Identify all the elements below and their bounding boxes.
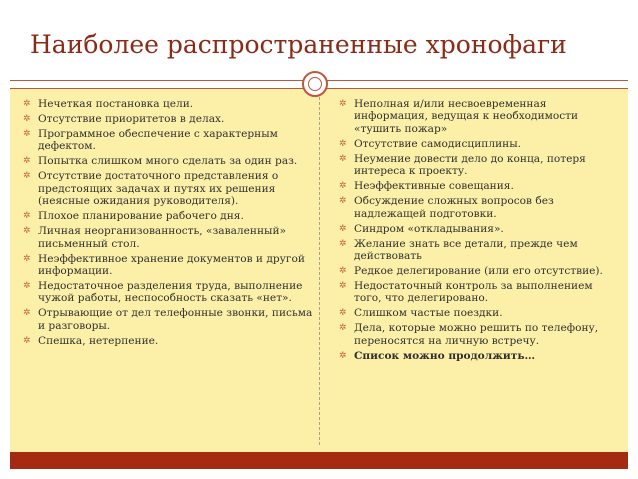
list-item-text: Спешка, нетерпение. (38, 334, 159, 347)
title-circle-inner (308, 77, 322, 91)
list-item (22, 128, 314, 153)
bullet-icon: ✲ (23, 171, 31, 182)
bullet-icon: ✲ (23, 114, 31, 124)
list-item (338, 180, 620, 192)
list-item (22, 155, 314, 167)
list-item (22, 307, 314, 332)
list-item (338, 138, 620, 150)
list-item (338, 98, 620, 135)
title-area (0, 0, 638, 80)
bullet-icon: ✲ (339, 238, 347, 249)
bullet-icon: ✲ (23, 99, 31, 109)
bullet-icon: ✲ (23, 335, 31, 346)
bullet-icon: ✲ (339, 181, 347, 192)
list-item (338, 350, 620, 362)
list-item (338, 195, 620, 220)
list-item-text: Отсутствие самодисциплины. (354, 137, 521, 150)
list-item (22, 210, 314, 222)
list-item-text: Неэффективное хранение документов и другой информации. (38, 252, 305, 278)
footer-bar (10, 452, 628, 469)
list-item (338, 238, 620, 263)
bullet-icon: ✲ (23, 308, 31, 319)
list-item (22, 253, 314, 278)
bullet-icon: ✲ (339, 266, 347, 277)
list-item (338, 280, 620, 305)
list-item-text: Личная неорганизованность, «заваленный» письменный стол. (38, 225, 286, 250)
list-item-text: Желание знать все детали, прежде чем действовать (354, 237, 578, 263)
list-item-text: Недостаточное разделения труда, выполнение чужой работы, неспособность сказать «нет». (38, 280, 303, 305)
list-item (22, 225, 314, 250)
bullet-icon: ✲ (339, 153, 347, 164)
list-item-text: Дела, которые можно решить по телефону, переносятся на личную встречу. (354, 322, 599, 347)
bullet-icon: ✲ (23, 226, 31, 237)
list-item-text: Синдром «откладывания». (354, 222, 504, 235)
slide-title: Наиболее распространенные хронофаги (30, 30, 567, 59)
list-item (22, 280, 314, 305)
bullet-icon: ✲ (23, 281, 31, 292)
list-item (338, 223, 620, 235)
list-item-text: Слишком частые поездки. (354, 307, 503, 320)
right-column-list (338, 98, 620, 365)
list-item (338, 265, 620, 277)
list-item (22, 170, 314, 207)
list-item-text: Неполная и/или несвоевременная информация, ведущая к необходимости «тушить пожар» (354, 98, 579, 135)
bullet-icon: ✲ (23, 253, 31, 264)
list-item-text: Отрывающие от дел телефонные звонки, письма и разговоры. (38, 307, 313, 332)
list-item-text: Обсуждение сложных вопросов без надлежащей подготовки. (354, 195, 554, 220)
bullet-icon: ✲ (339, 323, 347, 334)
list-item-text: Список можно продолжить… (354, 349, 536, 362)
title-circle-ornament (302, 71, 328, 97)
list-item (22, 98, 314, 110)
bullet-icon: ✲ (339, 281, 347, 292)
bullet-icon: ✲ (339, 99, 347, 109)
list-item-text: Отсутствие достаточного представления о предстоящих задачах и путях их решения (неясные ожидания руководителя). (38, 170, 279, 208)
column-divider (319, 97, 320, 445)
bullet-icon: ✲ (339, 308, 347, 319)
list-item (338, 322, 620, 347)
list-item-text: Плохое планирование рабочего дня. (38, 210, 244, 223)
list-item (338, 153, 620, 178)
list-item-text: Нечеткая постановка цели. (38, 98, 194, 110)
bullet-icon: ✲ (339, 350, 347, 361)
list-item-text: Попытка слишком много сделать за один раз. (38, 155, 298, 168)
left-column-list (22, 98, 314, 350)
list-item-text: Недостаточный контроль за выполнением того, что делегировано. (354, 280, 593, 305)
list-item-text: Редкое делегирование (или его отсутствие). (354, 265, 603, 278)
list-item-text: Программное обеспечение с характерным дефектом. (38, 128, 278, 153)
list-item (338, 307, 620, 319)
list-item (22, 335, 314, 347)
bullet-icon: ✲ (339, 223, 347, 234)
list-item (22, 113, 314, 125)
bullet-icon: ✲ (339, 196, 347, 207)
bullet-icon: ✲ (23, 129, 31, 139)
list-item-text: Отсутствие приоритетов в делах. (38, 113, 225, 125)
bullet-icon: ✲ (23, 211, 31, 222)
bullet-icon: ✲ (339, 138, 347, 149)
list-item-text: Неумение довести дело до конца, потеря интереса к проекту. (354, 152, 586, 178)
bullet-icon: ✲ (23, 156, 31, 167)
list-item-text: Неэффективные совещания. (354, 180, 514, 193)
